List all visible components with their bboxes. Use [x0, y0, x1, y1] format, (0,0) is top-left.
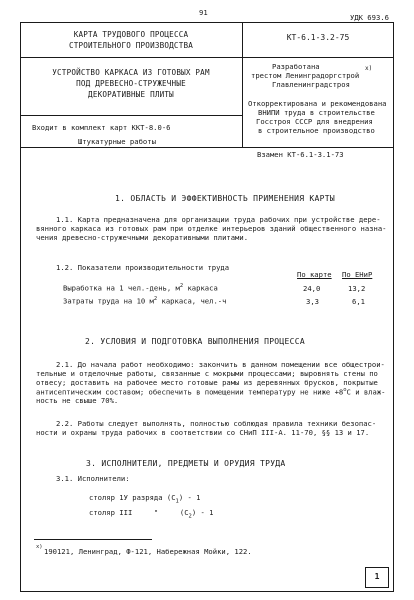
section2-p2-line2: ности и охраны труда рабочих в соответствии со СНиП III-А. 11-70, §§ 13 и 17. — [36, 428, 370, 437]
section1-p2-label: 1.2. Показатели производительности труда — [56, 263, 230, 272]
row2-label: Затраты труда на 10 $м^2$ каркаса, чел.-ч — [63, 296, 227, 306]
header-divider-1 — [20, 57, 394, 58]
subject-line1: УСТРОЙСТВО КАРКАСА ИЗ ГОТОВЫХ РАМ — [52, 68, 210, 77]
worker-row-1: столяр 1У разряда $(С_1) - 1$ — [89, 493, 201, 505]
section3-p1-label: 3.1. Исполнители: — [56, 474, 130, 483]
set-name: Штукатурные работы — [78, 137, 156, 146]
worker-row-2: столяр III " $(С_2) - 1$ — [89, 508, 214, 520]
card-title-line2: СТРОИТЕЛЬНОГО ПРОИЗВОДСТВА — [68, 41, 194, 50]
developed-line2: трестом Ленинградоргстрой — [251, 71, 360, 80]
footnote-mark: x) — [36, 544, 43, 550]
udk-code: УДК 693.6 — [350, 13, 389, 22]
subject-line2: ПОД ДРЕВЕСНО-СТРУЖЕЧНЫЕ — [76, 79, 186, 88]
section1-heading: 1. ОБЛАСТЬ И ЭФФЕКТИВНОСТЬ ПРИМЕНЕНИЯ КАРТЫ — [115, 194, 336, 203]
row2-value-enir: 6,1 — [352, 297, 365, 306]
section2-heading: 2. УСЛОВИЯ И ПОДГОТОВКА ВЫПОЛНЕНИЯ ПРОЦЕССА — [85, 337, 306, 346]
page-number: 91 — [199, 8, 208, 17]
row1-value-card: 24,0 — [303, 284, 321, 293]
column-header-enir: По ЕНиР — [342, 270, 373, 279]
set-label: Входит в комплект карт ККТ-8.0-6 — [32, 123, 171, 132]
sheet-number: 1 — [374, 572, 380, 581]
footnote-text: 190121, Ленинград, Ф-121, Набережная Мойки, 122. — [44, 547, 252, 556]
section2-p1-line1: 2.1. До начала работ необходимо: закончить в данном помещении все общестрои- — [56, 360, 385, 369]
section2-p2-line1: 2.2. Работы следует выполнять, полностью соблюдая правила техники безопас- — [56, 419, 377, 428]
section1-p1-line2: вянного каркаса из готовых рам при отделке интерьеров зданий общественного назна- — [36, 224, 387, 233]
revised-line4: в строительное производство — [258, 126, 375, 135]
section3-heading: 3. ИСПОЛНИТЕЛИ, ПРЕДМЕТЫ И ОРУДИЯ ТРУДА — [86, 459, 286, 468]
card-title-line1: КАРТА ТРУДОВОГО ПРОЦЕССА — [73, 30, 189, 39]
row2-value-card: 3,3 — [306, 297, 319, 306]
developed-line3: Главленинградстроя — [272, 80, 350, 89]
card-code: КТ-6.1-3.2-75 — [286, 33, 350, 42]
subject-line3: ДЕКОРАТИВНЫЕ ПЛИТЫ — [88, 90, 174, 99]
footnote-rule — [34, 539, 152, 540]
section2-p1-line4: антисептическим составом; обеспечить в помещении температуру не ниже $+8^oС$ и влаж- — [36, 387, 386, 397]
replaces-note: Взамен КТ-6.1-3.1-73 — [257, 150, 344, 159]
section2-p1-line5: ность не свыше 70%. — [36, 396, 119, 405]
revised-line3: Госстроя СССР для внедрения — [256, 117, 373, 126]
column-header-card: По карте — [297, 270, 332, 279]
row1-value-enir: 13,2 — [348, 284, 366, 293]
section1-p1-line1: 1.1. Карта предназначена для организации труда рабочих при устройстве дере- — [56, 215, 381, 224]
header-divider-3 — [20, 147, 394, 148]
revised-line2: ВНИПИ труда в строительстве — [258, 108, 375, 117]
revised-line1: Откорректирована и рекомендована — [248, 99, 387, 108]
section1-p1-line3: чения древесно-стружечными декоративными плитами. — [36, 233, 249, 242]
row1-label: Выработка на 1 чел.-день, $м^2$ каркаса — [63, 283, 218, 293]
section2-p1-line2: тельные и отделочные работы, связанные с мокрыми процессами; выровнять стены по — [36, 369, 378, 378]
section2-p1-line3: отвесу; доставить на рабочее место готовые рамы из деревянных брусков, покрытые — [36, 378, 378, 387]
header-divider-2 — [20, 115, 242, 116]
developed-footnote-mark: x) — [365, 65, 373, 72]
developed-line1: Разработана — [272, 62, 320, 71]
